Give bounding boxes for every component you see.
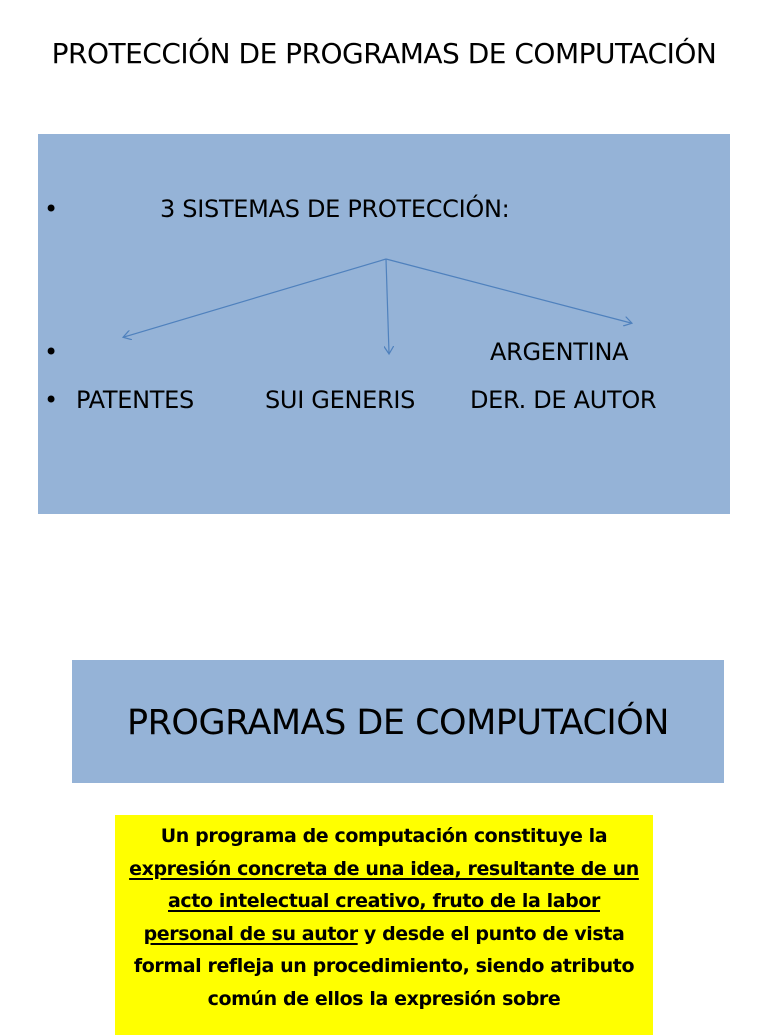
- programs-title: PROGRAMAS DE COMPUTACIÓN: [126, 703, 669, 743]
- bullet-1: •: [44, 195, 59, 223]
- system-der-de-autor: DER. DE AUTOR: [470, 386, 657, 414]
- systems-heading: 3 SISTEMAS DE PROTECCIÓN:: [160, 195, 510, 223]
- definition-text: [124, 820, 644, 1015]
- argentina-label: ARGENTINA: [490, 338, 629, 366]
- definition-part-2: y desde el punto de vista formal refleja un procedimiento, siendo atributo común de ellos la expresión sobre: [133, 922, 635, 1010]
- definition-part-1: Un programa de computación constituye la: [160, 825, 608, 847]
- bullet-2: •: [44, 338, 59, 366]
- system-patentes: PATENTES: [76, 386, 194, 414]
- protection-systems-box: [38, 134, 730, 514]
- bullet-3: •: [44, 386, 59, 414]
- system-sui-generis: SUI GENERIS: [265, 386, 416, 414]
- definition-underlined: expresión concreta de una idea, resultante de un acto intelectual creativo, fruto de la labor personal de su autor: [129, 857, 639, 945]
- slide-title: PROTECCIÓN DE PROGRAMAS DE COMPUTACIÓN: [51, 37, 717, 70]
